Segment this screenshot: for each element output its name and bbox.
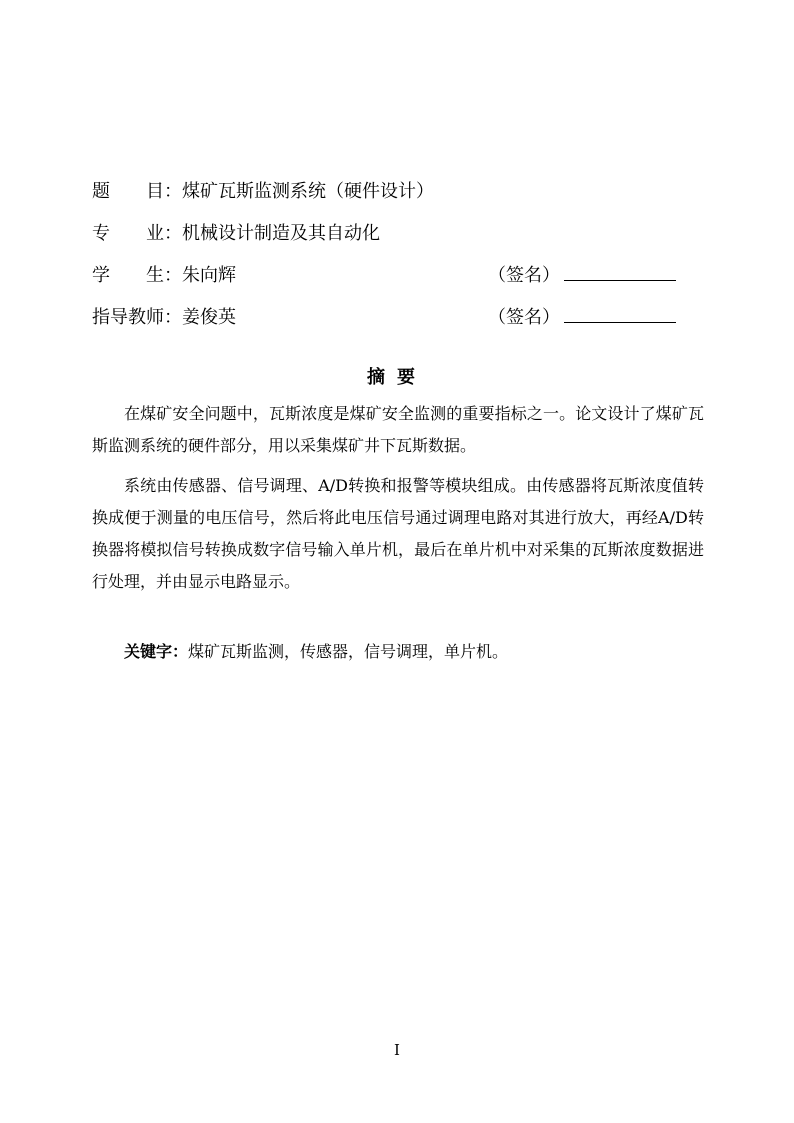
keywords-label: 关键字： [124, 642, 189, 661]
student-signature-line [564, 262, 676, 281]
student-label-char: 生： [146, 265, 182, 286]
major-label-char: 专 [92, 223, 110, 244]
major-value: 机械设计制造及其自动化 [182, 223, 380, 244]
abstract-heading: 摘要 [367, 367, 427, 388]
thesis-title-value: 煤矿瓦斯监测系统（硬件设计） [182, 181, 434, 202]
advisor-signature-field [488, 304, 676, 332]
abstract-paragraph-2: 系统由传感器、信号调理、A/D转换和报警等模块组成。由传感器将瓦斯浓度值转换成便于测量的电压信号，然后将此电压信号通过调理电路对其进行放大，再经A/D转换器将模拟信号转换成数字信号输入单片机，最后在单片机中对采集的瓦斯浓度数据进行处理，并由显示电路显示。 [92, 476, 704, 591]
keywords-line [124, 638, 508, 666]
title-label-char: 目： [146, 181, 182, 202]
advisor-label-box [92, 304, 182, 332]
advisor-row [92, 304, 702, 332]
student-row [92, 262, 702, 290]
major-row [92, 220, 702, 248]
advisor-label: 指导教师： [92, 307, 182, 328]
major-label-char: 业： [146, 223, 182, 244]
abstract-paragraph-1: 在煤矿安全问题中，瓦斯浓度是煤矿安全监测的重要指标之一。论文设计了煤矿瓦斯监测系统的硬件部分，用以采集煤矿井下瓦斯数据。 [92, 404, 704, 455]
thesis-title-row [92, 178, 702, 206]
student-label [92, 262, 182, 290]
page-number: I [394, 1041, 400, 1059]
thesis-title-label [92, 178, 182, 206]
student-signature-label: （签名） [488, 265, 560, 286]
student-signature-field [488, 262, 676, 290]
advisor-signature-label: （签名） [488, 307, 560, 328]
advisor-name: 姜俊英 [182, 307, 236, 328]
keywords-text: 煤矿瓦斯监测，传感器，信号调理，单片机。 [188, 642, 509, 661]
title-label-char: 题 [92, 181, 110, 202]
student-name: 朱向辉 [182, 265, 236, 286]
student-label-char: 学 [92, 265, 110, 286]
advisor-signature-line [564, 304, 676, 323]
major-label [92, 220, 182, 248]
